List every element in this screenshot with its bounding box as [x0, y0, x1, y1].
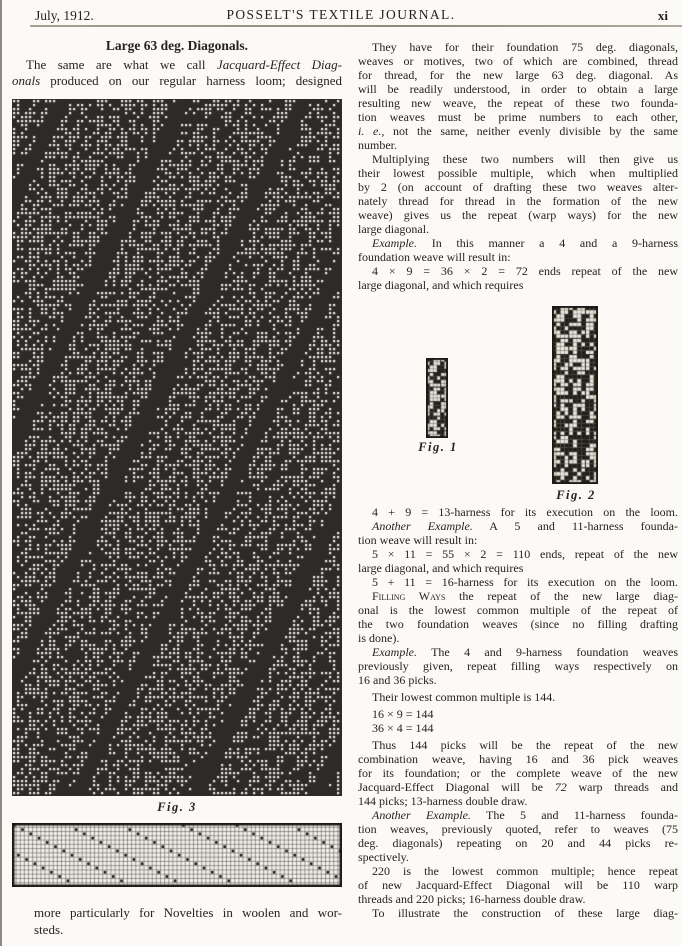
text-line: Thus 144 picks will be the repeat of the new — [372, 738, 678, 752]
fig1-point-paper-image — [426, 358, 448, 438]
section-heading: Large 63 deg. Diagonals. — [105, 38, 249, 53]
text-line: Their lowest common multiple is 144. — [372, 690, 556, 704]
text-line: large diagonal, and which requires — [358, 561, 524, 575]
scan-edge-line — [0, 0, 2, 946]
text-line: 220 is the lowest common multiple; hence repeat — [372, 864, 678, 878]
text-line: Another Example. A 5 and 11-harness founda- — [372, 519, 678, 533]
text-line: To illustrate the construction of these large diag- — [372, 906, 678, 920]
text-line: Example. In this manner a 4 and a 9-harness — [372, 236, 678, 250]
text-line: for thread, for the new large 63 deg. diagonal. As — [358, 68, 678, 82]
text-line: 16 × 9 = 144 — [372, 707, 434, 721]
text-line: spectively. — [358, 850, 409, 864]
fig3-caption: Fig. 3 — [157, 800, 197, 814]
text-line: Filling Ways the repeat of the new large diag- — [372, 589, 678, 603]
fig2-point-paper-image — [552, 306, 598, 484]
text-line: of new Jacquard-Effect Diagonal will be 110 warp — [358, 878, 678, 892]
text-line: number. — [358, 138, 397, 152]
text-line: 16 and 36 picks. — [358, 673, 437, 687]
text-line: onals produced on our regular harness loom; designed — [12, 73, 342, 88]
text-line: previously given, repeat filling ways respectively on — [358, 659, 678, 673]
text-line: deg. diagonals) repeating on 20 and 44 picks re- — [358, 836, 678, 850]
text-line: 36 × 4 = 144 — [372, 721, 434, 735]
page-number: xi — [657, 8, 668, 23]
text-line: steds. — [34, 922, 64, 937]
text-line: tion weave will result in: — [358, 533, 478, 547]
text-line: tion weaves, previously quoted, refer to weaves (75 — [358, 822, 678, 836]
fig3-weave-pattern-image — [12, 99, 342, 796]
text-line: They have for their foundation 75 deg. diagonals, — [372, 40, 678, 54]
text-line: resulting new weave, the repeat of these two founda- — [358, 96, 678, 110]
body-text-upper — [358, 40, 678, 292]
text-line: by 2 (on account of drafting these two weaves alter- — [358, 180, 678, 194]
fig2-caption: Fig. 2 — [556, 488, 596, 502]
text-line: weaves or motives, two of which are combined, thread — [358, 54, 678, 68]
text-line: 5 + 11 = 16-harness for its execution on the loom. — [372, 575, 678, 589]
closing-paragraph — [12, 904, 342, 938]
right-column — [358, 40, 678, 920]
left-column — [12, 38, 342, 938]
drafting-grid-image — [12, 823, 342, 887]
intro-paragraph — [12, 57, 342, 89]
text-line: 4 × 9 = 36 × 2 = 72 ends repeat of the new — [372, 264, 678, 278]
text-line: is done). — [358, 631, 400, 645]
text-line: The same are what we call Jacquard-Effect Diag- — [26, 57, 342, 72]
figures-block — [358, 292, 678, 505]
text-line: Example. The 4 and 9-harness foundation weaves — [372, 645, 678, 659]
text-line: onal is the lowest common multiple of the repeat of — [358, 603, 678, 617]
text-line: threads and 220 picks; 16-harness double draw. — [358, 892, 586, 906]
text-line: for its foundation; or the complete weave of the new — [358, 766, 678, 780]
text-line: large diagonal, and which requires — [358, 278, 524, 292]
text-line: weave) gives us the repeat (warp ways) for the new — [358, 208, 678, 222]
text-line: Multiplying these two numbers will then give us — [372, 152, 678, 166]
text-line: nately thread for thread in the formation of the new — [358, 194, 678, 208]
journal-title: POSSELT'S TEXTILE JOURNAL. — [226, 7, 456, 22]
text-line: Jacquard-Effect Diagonal will be 72 warp threads and — [358, 780, 678, 794]
header-rule — [30, 25, 682, 27]
text-line: 4 + 9 = 13-harness for its execution on the loom. — [372, 505, 678, 519]
issue-date: July, 1912. — [35, 8, 94, 23]
text-line: more particularly for Novelties in woolen and wor- — [34, 905, 342, 920]
text-line: combination weave, having 16 and 36 pick weaves — [358, 752, 678, 766]
text-line: Another Example. The 5 and 11-harness founda- — [372, 808, 678, 822]
text-line: large diagonal. — [358, 222, 430, 236]
text-line: foundation weave will result in: — [358, 250, 511, 264]
text-line: the two foundation weaves (since no filling drafting — [358, 617, 678, 631]
fig1-caption: Fig. 1 — [418, 440, 458, 454]
text-line: 144 picks; 13-harness double draw. — [358, 794, 528, 808]
text-line: will be readily understood, in order to obtain a large — [358, 82, 678, 96]
text-line: their lowest possible multiple, which when multiplied — [358, 166, 678, 180]
body-text-lower — [358, 505, 678, 920]
text-line: i. e., not the same, neither evenly divisible by the same — [358, 124, 678, 138]
text-line: tion weaves must be prime numbers to each other, — [358, 110, 678, 124]
text-line: 5 × 11 = 55 × 2 = 110 ends, repeat of the new — [372, 547, 678, 561]
